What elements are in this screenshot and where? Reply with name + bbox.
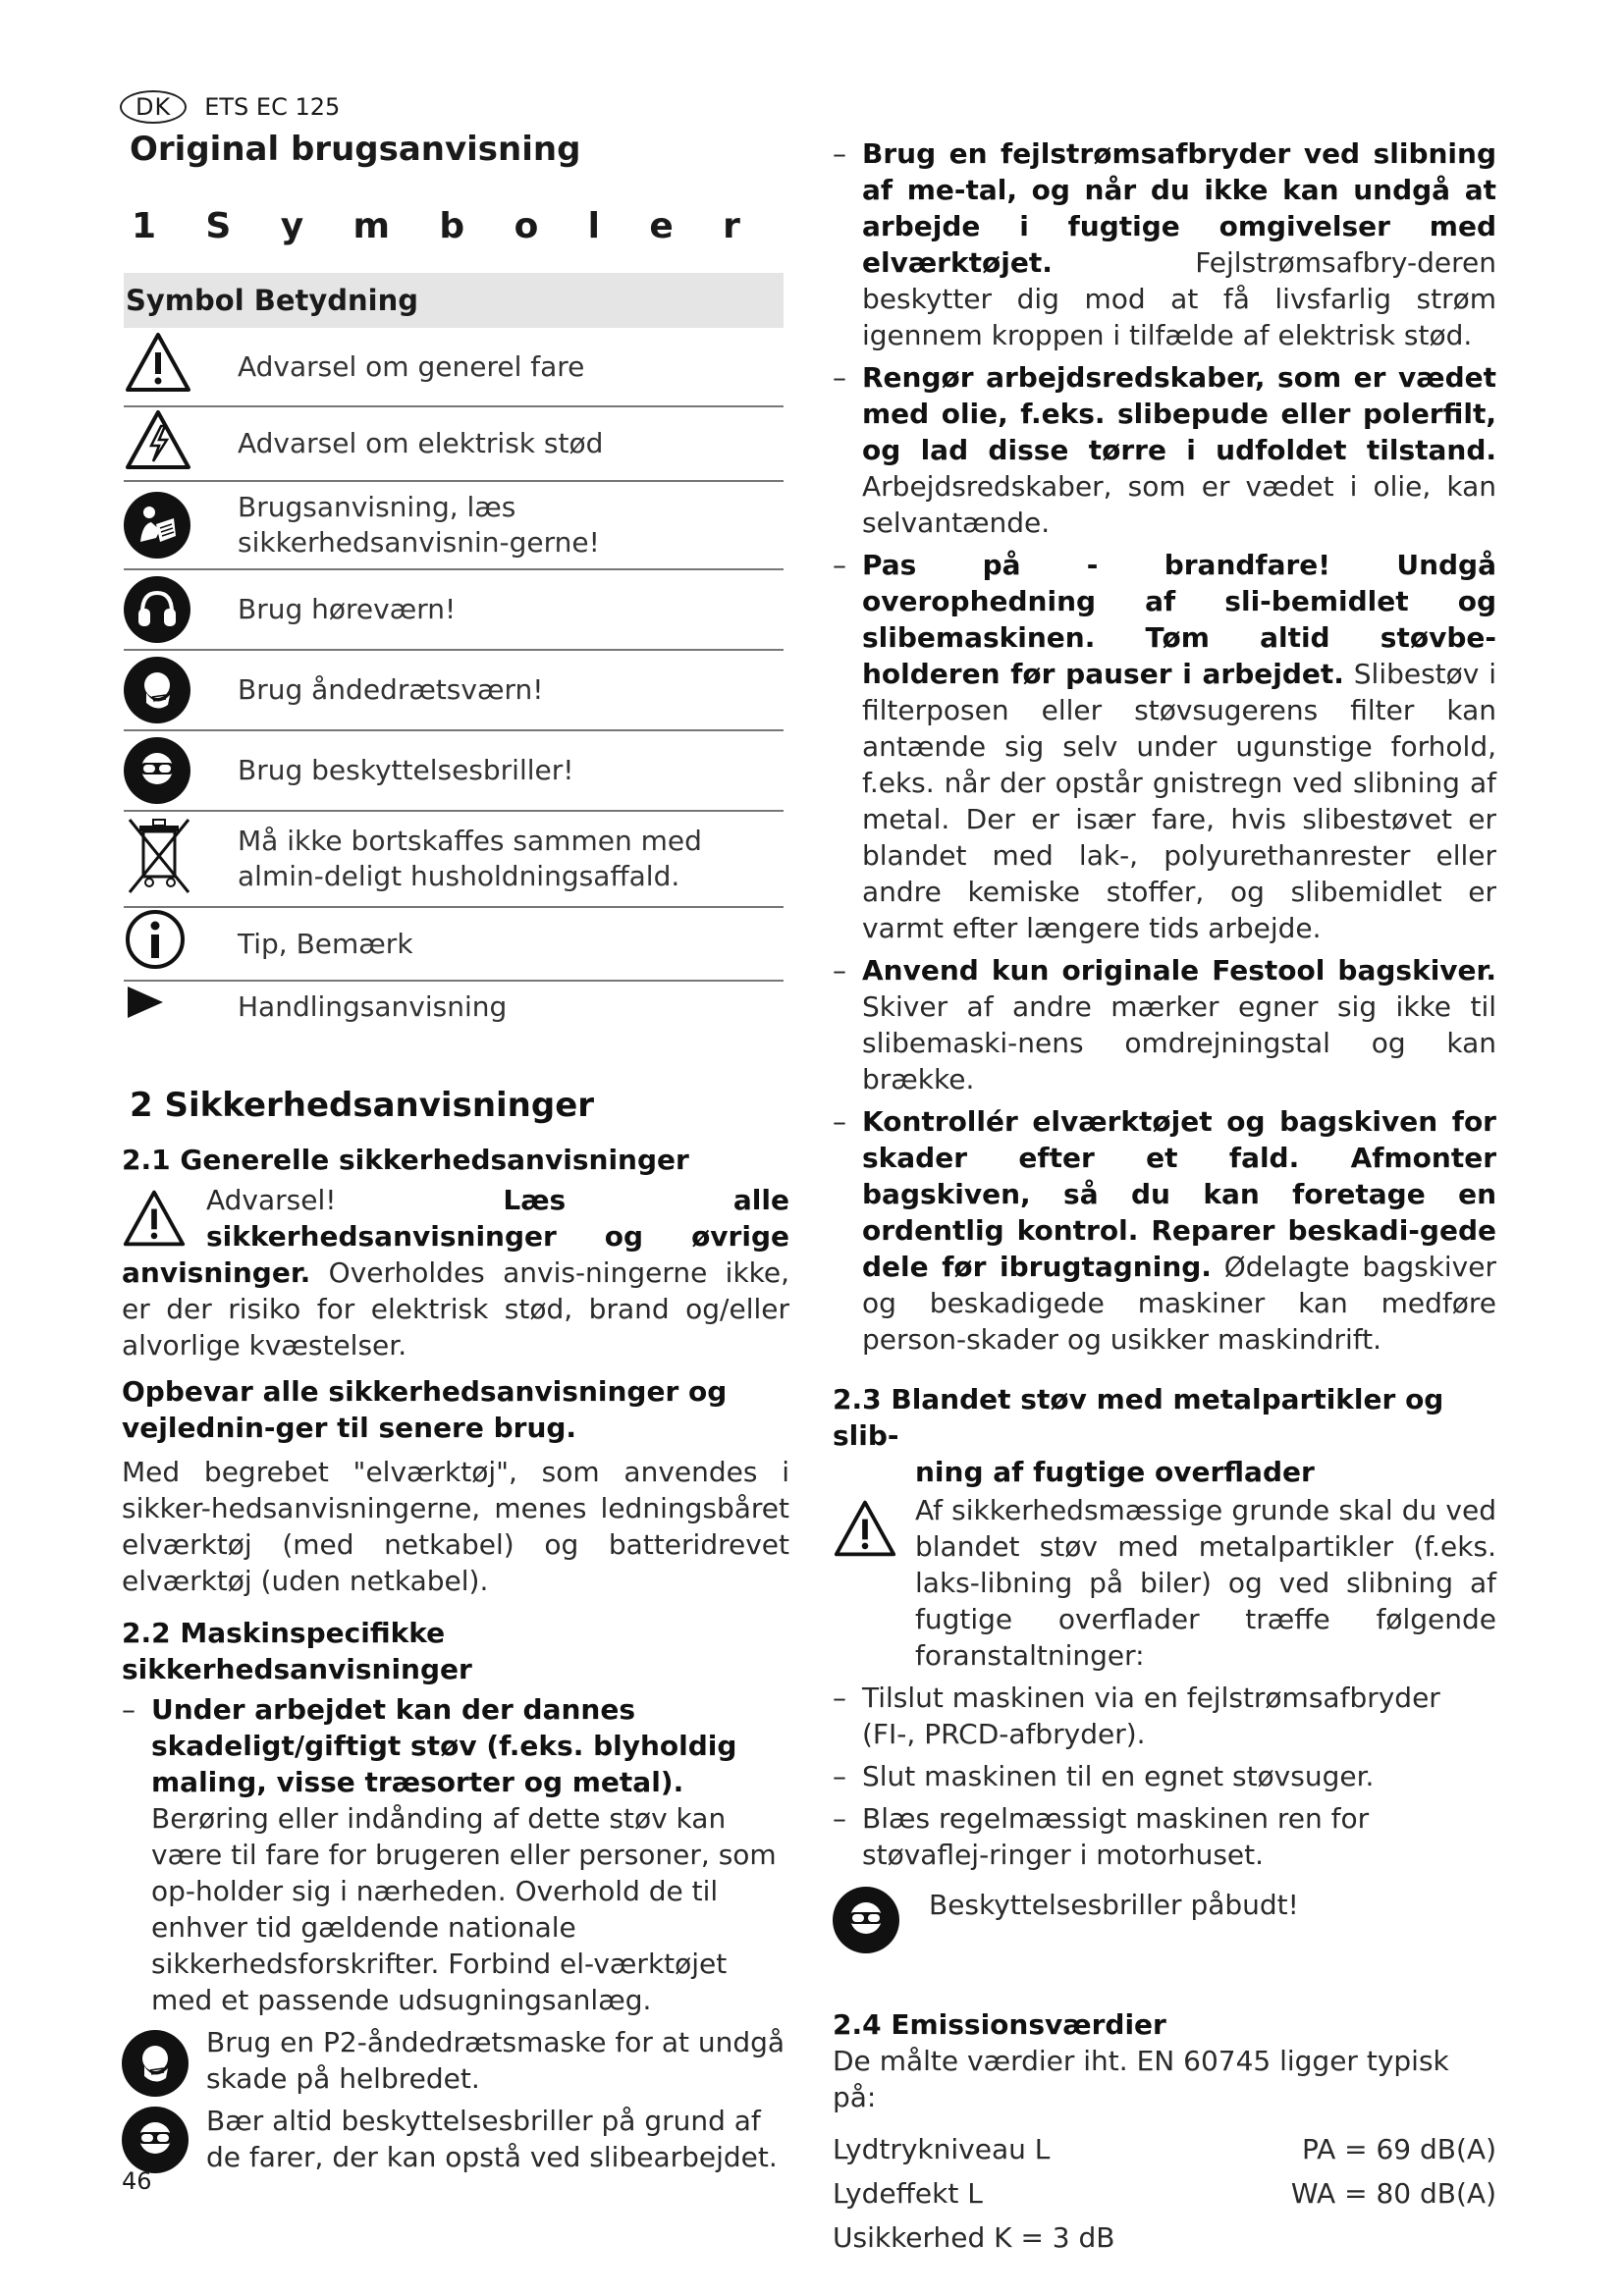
- page-title: Original brugsanvisning: [130, 130, 581, 169]
- list-item: [833, 135, 1496, 353]
- emission-label: Lydtrykniveau L: [833, 2133, 1051, 2165]
- emission-row: [833, 2175, 1496, 2212]
- safety-goggles-icon: [124, 737, 190, 804]
- list-item-text: Skiver af andre mærker egner sig ikke til slibemaski-nens omdrejningstal og kan brække.: [862, 990, 1496, 1095]
- section-2-2-heading: 2.2 Maskinspecifikke sikkerhedsanvisninger: [122, 1617, 472, 1685]
- emission-uncertainty: Usikkerhed K = 3 dB: [833, 2221, 1115, 2254]
- warning-label: Advarsel!: [206, 1184, 337, 1216]
- heading-letter: l: [587, 206, 600, 246]
- emission-intro: De målte værdier iht. EN 60745 ligger typisk på:: [833, 2045, 1449, 2113]
- warning-text: Overholdes anvis-ningerne ikke, er der risiko for elektrisk stød, brand og/eller alvorlige kvæstelser.: [122, 1256, 789, 1362]
- warning-bold-text: Læs alle sikkerhedsanvisninger og øvrige anvisninger.: [122, 1184, 789, 1289]
- list-item: [833, 547, 1496, 946]
- crossed-bin-icon: [124, 814, 194, 896]
- right-column: [833, 135, 1496, 2256]
- heading-letter: m: [352, 206, 391, 246]
- respirator-icon: [122, 2030, 189, 2097]
- goggle-note: [122, 2103, 789, 2175]
- symbol-meaning: Handlingsanvisning: [238, 989, 508, 1023]
- section-2-3-heading: 2.3 Blandet støv med metalpartikler og slib-: [833, 1383, 1444, 1452]
- page-header: [120, 90, 340, 124]
- list-item: [833, 952, 1496, 1097]
- list-item-text: Fejlstrømsafbry-deren beskytter dig mod at få livsfarlig strøm igennem kroppen i tilfælde af elektrisk stød.: [862, 246, 1496, 351]
- mask-note: [122, 2024, 789, 2097]
- safety-goggles-icon: [833, 1887, 899, 1953]
- left-column: [122, 1088, 789, 2175]
- heading-letter: r: [723, 206, 740, 246]
- list-item-bold: Rengør arbejdsredskaber, som er vædet med olie, f.eks. slibepude eller polerfilt, og lad disse tørre i udfoldet tilstand.: [862, 361, 1496, 466]
- ear-protection-icon: [124, 576, 190, 643]
- info-icon: [124, 908, 187, 971]
- heading-letter: e: [649, 206, 674, 246]
- section-2-3-heading-cont: ning af fugtige overflader: [915, 1456, 1315, 1488]
- emission-row: [833, 2131, 1496, 2167]
- warning-triangle-icon: [124, 331, 192, 394]
- symbol-meaning: Tip, Bemærk: [238, 907, 784, 981]
- list-item-text: Ødelagte bagskiver og beskadigede maskiner kan medføre person-skader og usikker maskindrift.: [862, 1251, 1496, 1356]
- table-row: [124, 650, 784, 730]
- section-2-1-heading: 2.1 Generelle sikkerhedsanvisninger: [122, 1144, 689, 1176]
- electric-warning-icon: [124, 408, 192, 471]
- list-item-text: Arbejdsredskaber, som er vædet i olie, kan selvantænde.: [862, 470, 1496, 539]
- symbol-table-header: Symbol Betydning: [124, 273, 784, 328]
- table-row: [124, 907, 784, 981]
- list-item: [122, 1691, 789, 2018]
- table-row: [124, 811, 784, 907]
- warning-triangle-icon: [122, 1188, 187, 1249]
- table-row: [124, 328, 784, 406]
- heading-letter: y: [280, 206, 304, 246]
- heading-letter: o: [514, 206, 539, 246]
- general-warning-block: [122, 1182, 789, 1363]
- section-2-heading: 2 Sikkerhedsanvisninger: [130, 1086, 595, 1125]
- model-name: ETS EC 125: [204, 93, 341, 121]
- emission-value: PA = 69 dB(A): [1301, 2133, 1496, 2165]
- table-row: [124, 481, 784, 569]
- metal-dust-warning-text: Af sikkerhedsmæssige grunde skal du ved blandet støv med metalpartikler (f.eks. laks-libning på biler) og ved slibning af fugtige overflader træffe følgende foranstaltninger:: [915, 1494, 1496, 1672]
- symbol-meaning: Advarsel om generel fare: [238, 328, 784, 406]
- list-item-bold: Kontrollér elværktøjet og bagskiven for skader efter et fald. Afmonter bagskiven, så du kan foretage en ordentlig kontrol. Reparer beskadi-gede dele før ibrugtagning.: [862, 1105, 1496, 1283]
- read-manual-icon: [124, 492, 190, 559]
- list-item: [833, 1103, 1496, 1358]
- table-row: [124, 730, 784, 811]
- goggles-required-text: Beskyttelsesbriller påbudt!: [929, 1889, 1299, 1921]
- mask-note-text: Brug en P2-åndedrætsmaske for at undgå skade på helbredet.: [206, 2026, 785, 2095]
- table-row: [124, 569, 784, 650]
- table-row: [124, 981, 784, 1032]
- goggle-note-text: Bær altid beskyttelsesbriller på grund af de farer, der kan opstå ved slibearbejdet.: [206, 2105, 778, 2173]
- symbol-meaning: Brugsanvisning, læs sikkerhedsanvisnin-gerne!: [238, 481, 784, 569]
- symbol-table: [124, 273, 784, 1032]
- metal-dust-warning: [833, 1492, 1496, 1674]
- list-item: – Slut maskinen til en egnet støvsuger.: [833, 1758, 1496, 1794]
- section-1-number: 1: [132, 206, 157, 246]
- section-2-4-heading: 2.4 Emissionsværdier: [833, 2008, 1166, 2041]
- symbol-meaning: Advarsel om elektrisk stød: [238, 406, 784, 481]
- section-1-heading: [132, 206, 740, 246]
- warning-triangle-icon: [833, 1498, 897, 1559]
- symbol-meaning: Brug beskyttelsesbriller!: [238, 730, 784, 811]
- list-item-text: Berøring eller indånding af dette støv kan være til fare for brugeren eller personer, som op-holder sig i nærheden. Overhold de til enhver tid gældende nationale sikkerhedsforskrifter. Forbind el-værktøjet med et passende udsugningsanlæg.: [151, 1802, 777, 2016]
- list-item-bold: Under arbejdet kan der dannes skadeligt/giftigt støv (f.eks. blyholdig maling, visse træsorter og metal).: [151, 1693, 737, 1798]
- symbol-meaning: Må ikke bortskaffes sammen med almin-deligt husholdningsaffald.: [238, 811, 784, 907]
- list-item: [833, 359, 1496, 541]
- emission-label: Lydeffekt L: [833, 2177, 983, 2210]
- list-item-text: Slibestøv i filterposen eller støvsugerens filter kan antænde sig selv under ugunstige forhold, f.eks. når der opstår gnistregn ved slibning af metal. Der er især fare, hvis slibestøvet er blandet med lak-, polyurethanrester eller andre kemiske stoffer, og slibemidlet er varmt efter længere tids arbejde.: [862, 658, 1497, 944]
- list-item-bold: Pas på - brandfare! Undgå overophedning af sli-bemidlet og slibemaskinen. Tøm altid støvbe-holderen før pauser i arbejdet.: [862, 549, 1496, 690]
- definition-paragraph: Med begrebet "elværktøj", som anvendes i sikker-hedsanvisningerne, menes ledningsbåret elværktøj (med netkabel) og batteridrevet elværktøj (uden netkabel).: [122, 1456, 789, 1597]
- heading-letter: S: [205, 206, 232, 246]
- list-item: – Tilslut maskinen via en fejlstrømsafbryder (FI-, PRCD-afbryder).: [833, 1680, 1496, 1752]
- goggles-required: [833, 1887, 1496, 1953]
- respirator-icon: [124, 657, 190, 723]
- safety-goggles-icon: [122, 2107, 189, 2173]
- keep-instructions: Opbevar alle sikkerhedsanvisninger og vejlednin-ger til senere brug.: [122, 1375, 728, 1444]
- symbol-meaning: Brug åndedrætsværn!: [238, 650, 784, 730]
- emission-value: WA = 80 dB(A): [1290, 2177, 1496, 2210]
- language-badge: DK: [120, 90, 187, 124]
- heading-letter: b: [439, 206, 465, 246]
- action-arrow-icon: [124, 983, 167, 1022]
- list-item-bold: Brug en fejlstrømsafbryder ved slibning af me-tal, og når du ikke kan undgå at arbejde i fugtige omgivelser med elværktøjet.: [862, 137, 1496, 279]
- symbol-meaning: Brug høreværn!: [238, 569, 784, 650]
- list-item: – Blæs regelmæssigt maskinen ren for støvaflej-ringer i motorhuset.: [833, 1800, 1496, 1873]
- list-item-bold: Anvend kun originale Festool bagskiver.: [862, 954, 1496, 987]
- table-row: [124, 406, 784, 481]
- page-number: 46: [122, 2167, 152, 2195]
